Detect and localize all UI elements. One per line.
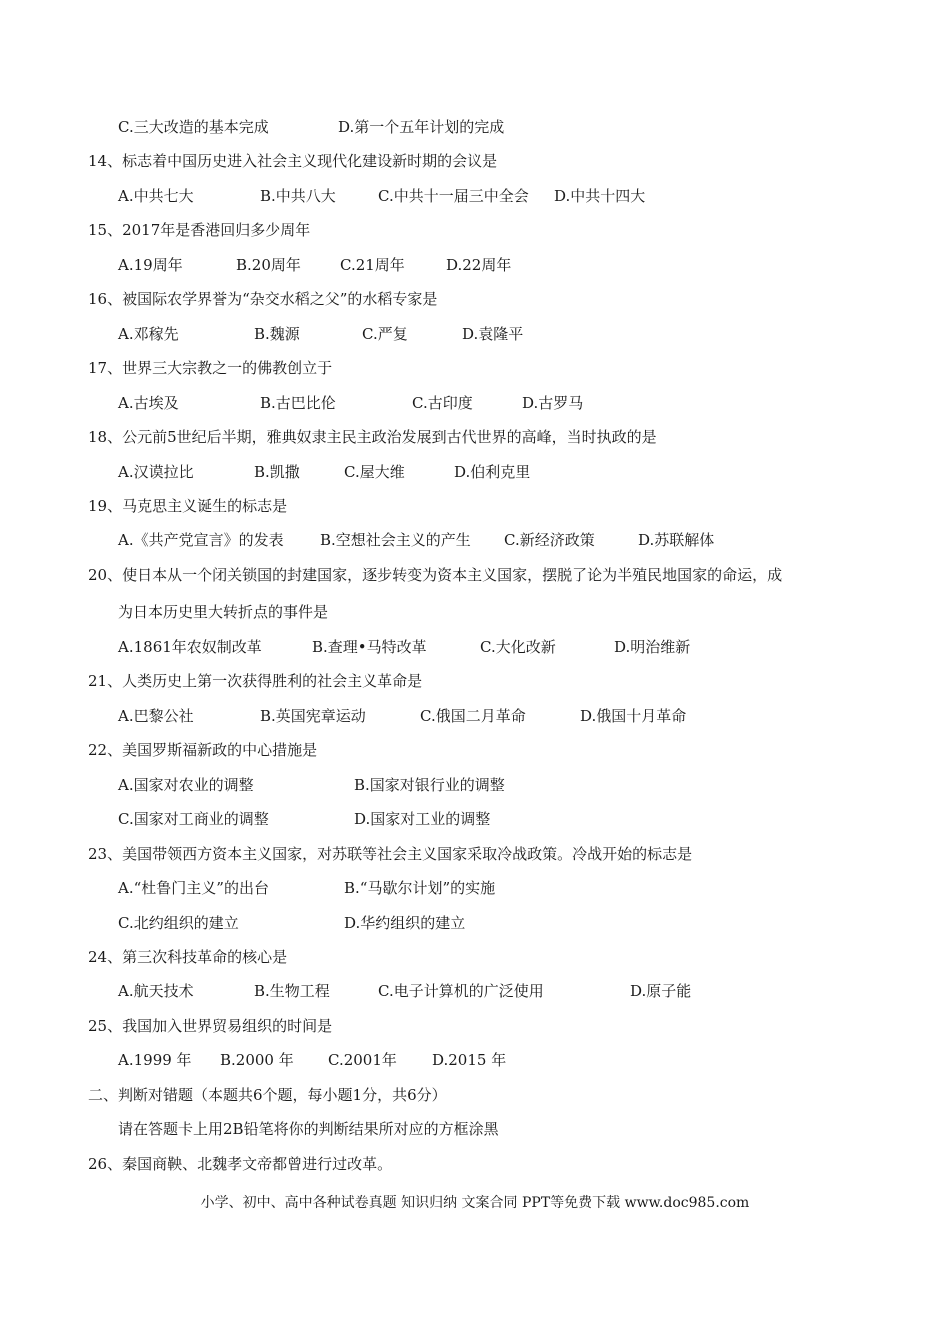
question-20-stem: 20、使日本从一个闭关锁国的封建国家，逐步转变为资本主义国家，摆脱了论为半殖民地国家的命运，成 (88, 566, 783, 584)
option-b: B.查理•马特改革 (312, 638, 427, 656)
option-c: C.俄国二月革命 (420, 707, 526, 725)
option-a: A.“杜鲁门主义”的出台 (118, 879, 269, 897)
option-d: D.中共十四大 (554, 187, 646, 205)
option-d: D.俄国十月革命 (580, 707, 687, 725)
option-b: B.“马歇尔计划”的实施 (344, 879, 496, 897)
question-21-stem: 21、人类历史上第一次获得胜利的社会主义革命是 (88, 672, 423, 690)
option-b: B.凯撒 (254, 463, 300, 481)
option-c: C.中共十一届三中全会 (378, 187, 529, 205)
option-c: C.国家对工商业的调整 (118, 810, 269, 828)
option-a: A.邓稼先 (118, 325, 179, 343)
option-b: B.中共八大 (260, 187, 336, 205)
option-a: A.巴黎公社 (118, 707, 194, 725)
option-b: B.生物工程 (254, 982, 330, 1000)
option-d: D.第一个五年计划的完成 (338, 118, 505, 136)
option-b: B.古巴比伦 (260, 394, 336, 412)
option-c: C.严复 (362, 325, 408, 343)
option-a: A.古埃及 (118, 394, 179, 412)
option-b: B.英国宪章运动 (260, 707, 366, 725)
option-d: D.明治维新 (614, 638, 691, 656)
option-d: D.22周年 (446, 256, 512, 274)
option-a: A.1999 年 (118, 1051, 192, 1069)
question-16-stem: 16、被国际农学界誉为“杂交水稻之父”的水稻专家是 (88, 290, 438, 308)
option-b: B.魏源 (254, 325, 300, 343)
option-c: C.三大改造的基本完成 (118, 118, 269, 136)
section-2-heading: 二、判断对错题（本题共6个题，每小题1分，共6分） (88, 1086, 447, 1104)
option-c: C.21周年 (340, 256, 405, 274)
option-d: D.古罗马 (522, 394, 584, 412)
question-19-stem: 19、马克思主义诞生的标志是 (88, 497, 288, 515)
option-d: D.国家对工业的调整 (354, 810, 491, 828)
question-18-stem: 18、公元前5世纪后半期，雅典奴隶主民主政治发展到古代世界的高峰，当时执政的是 (88, 428, 657, 446)
question-23-stem: 23、美国带领西方资本主义国家，对苏联等社会主义国家采取冷战政策。冷战开始的标志是 (88, 845, 693, 863)
page-footer: 小学、初中、高中各种试卷真题 知识归纳 文案合同 PPT等免费下载 www.doc985.com (200, 1195, 750, 1211)
option-c: C.2001年 (328, 1051, 397, 1069)
question-26-stem: 26、秦国商鞅、北魏孝文帝都曾进行过改革。 (88, 1155, 393, 1173)
section-2-instruction: 请在答题卡上用2B铅笔将你的判断结果所对应的方框涂黑 (118, 1120, 499, 1138)
option-b: B.2000 年 (220, 1051, 294, 1069)
option-a: A.《共产党宣言》的发表 (118, 531, 284, 549)
option-a: A.航天技术 (118, 982, 194, 1000)
option-b: B.20周年 (236, 256, 301, 274)
option-c: C.大化改新 (480, 638, 556, 656)
option-c: C.电子计算机的广泛使用 (378, 982, 544, 1000)
option-c: C.新经济政策 (504, 531, 595, 549)
question-17-stem: 17、世界三大宗教之一的佛教创立于 (88, 359, 333, 377)
option-c: C.古印度 (412, 394, 473, 412)
option-c: C.北约组织的建立 (118, 914, 239, 932)
option-b: B.国家对银行业的调整 (354, 776, 505, 794)
question-24-stem: 24、第三次科技革命的核心是 (88, 948, 288, 966)
question-15-stem: 15、2017年是香港回归多少周年 (88, 221, 311, 239)
question-25-stem: 25、我国加入世界贸易组织的时间是 (88, 1017, 333, 1035)
option-c: C.屋大维 (344, 463, 405, 481)
option-a: A.19周年 (118, 256, 183, 274)
option-a: A.国家对农业的调整 (118, 776, 254, 794)
option-a: A.1861年农奴制改革 (118, 638, 262, 656)
option-d: D.苏联解体 (638, 531, 715, 549)
option-d: D.袁隆平 (462, 325, 524, 343)
question-14-stem: 14、标志着中国历史进入社会主义现代化建设新时期的会议是 (88, 152, 498, 170)
option-b: B.空想社会主义的产生 (320, 531, 471, 549)
option-a: A.汉谟拉比 (118, 463, 194, 481)
question-22-stem: 22、美国罗斯福新政的中心措施是 (88, 741, 318, 759)
option-d: D.伯利克里 (454, 463, 531, 481)
option-d: D.原子能 (630, 982, 692, 1000)
option-a: A.中共七大 (118, 187, 194, 205)
option-d: D.2015 年 (432, 1051, 507, 1069)
option-d: D.华约组织的建立 (344, 914, 466, 932)
question-20-stem-continued: 为日本历史里大转折点的事件是 (118, 603, 329, 621)
